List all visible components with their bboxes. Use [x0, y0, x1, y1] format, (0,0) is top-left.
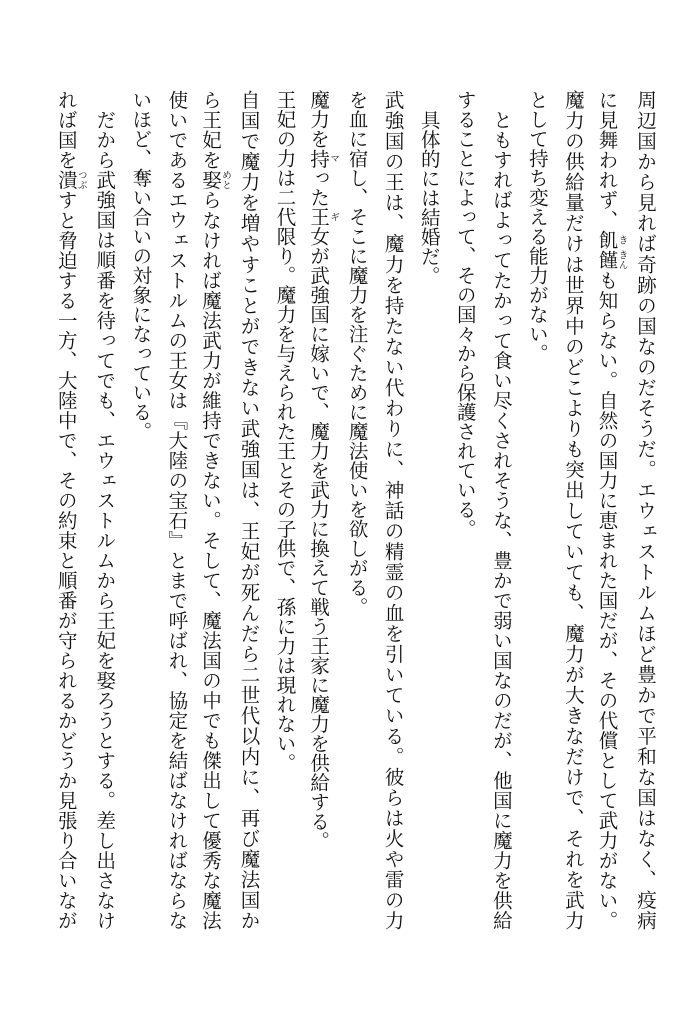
ruby-base: 飢	[595, 230, 619, 251]
text-column	[447, 90, 483, 930]
ruby-reading: めと	[219, 170, 231, 190]
text-run: を血に宿し、そこに魔力を注ぐために魔法使いを欲しがる。	[345, 90, 369, 617]
text-column	[375, 90, 411, 930]
text-run: も知らない。自然の国力に恵まれた国だが、その代償として武力がない。	[595, 270, 619, 931]
ruby-base: 饉	[595, 250, 619, 271]
text-run: することによって、その国々から保護されている。	[453, 90, 477, 539]
ruby-base: 持	[307, 148, 331, 168]
ruby-reading: マ	[328, 148, 340, 168]
text-run: 自国で魔力を増やすことができない武強国は、王妃が死んだら二世代以内に、再び魔法国か	[237, 90, 261, 930]
text-run: ら王妃を	[198, 90, 222, 171]
vertical-text-body	[50, 90, 663, 932]
text-run: だから武強国は順番を待ってでも、エウェストルムから王妃を娶ろうとする。差し出さなけ	[93, 110, 117, 930]
text-column	[411, 90, 447, 930]
text-run: として持ち変える能力がない。	[525, 90, 549, 363]
text-run: 魔力の供給量だけは世界中のどこよりも突出していても、魔力が大きなだけで、それを武力	[561, 90, 585, 931]
text-run: 周辺国から見れば奇跡の国なのだそうだ。エウェストルムほど豊かで平和な国はなく、疫病	[634, 90, 657, 931]
ruby-annotation	[198, 170, 231, 191]
ruby-annotation	[595, 230, 628, 251]
text-run: 魔力を	[307, 90, 331, 149]
text-column	[122, 90, 158, 930]
text-run: れば国を	[54, 90, 78, 171]
text-column	[303, 90, 339, 930]
ruby-reading: ギ	[328, 207, 340, 227]
text-run: に見舞われず、	[595, 90, 619, 231]
text-column	[339, 90, 375, 930]
text-run: すと脅迫する一方、大陸中で、その約束と順番が守られるかどうか見張り合いなが	[54, 190, 78, 931]
text-run: 武強国の王は、魔力を持たない代わりに、神話の精霊の血を引いている。彼らは火や雷の力	[381, 90, 405, 931]
ruby-annotation	[307, 207, 340, 227]
text-column	[555, 90, 591, 930]
text-column	[627, 90, 663, 930]
text-column	[519, 90, 555, 930]
text-run: いほど、奪い合いの対象になっている。	[129, 90, 153, 441]
text-column	[158, 90, 194, 930]
ruby-reading: き	[616, 230, 628, 250]
text-run: ともすればよってたかって食い尽くされそうな、豊かで弱い国なのだが、他国に魔力を供給	[489, 110, 513, 931]
text-run: 具体的には結婚だ。	[417, 110, 441, 286]
text-run: 使いであるエウェストルムの王女は『大陸の宝石』とまで呼ばれ、協定を結ばなければならな	[165, 90, 189, 930]
text-column	[483, 90, 519, 930]
ruby-base: 王	[307, 207, 331, 227]
text-run: らなければ魔法武力が維持できない。そして、魔法国の中でも傑出して優秀な魔法	[198, 190, 222, 931]
ruby-annotation	[54, 170, 87, 191]
text-column	[50, 90, 86, 930]
text-column	[86, 90, 122, 930]
text-column	[194, 90, 230, 930]
ruby-reading: きん	[616, 250, 628, 270]
text-column	[266, 90, 302, 930]
text-run: った	[307, 168, 331, 207]
ruby-annotation	[307, 148, 340, 169]
text-column	[591, 90, 627, 930]
ruby-base: 潰	[54, 170, 78, 191]
ruby-base: 娶	[198, 170, 222, 191]
text-run: 女が武強国に嫁いで、魔力を武力に換えて戦う王家に魔力を供給する。	[307, 226, 331, 851]
text-run: 王妃の力は二代限り。魔力を与えられた王とその子供で、孫に力は現れない。	[273, 90, 297, 773]
ruby-annotation	[595, 250, 628, 271]
ruby-reading: つぶ	[75, 170, 87, 190]
text-column	[230, 90, 266, 930]
